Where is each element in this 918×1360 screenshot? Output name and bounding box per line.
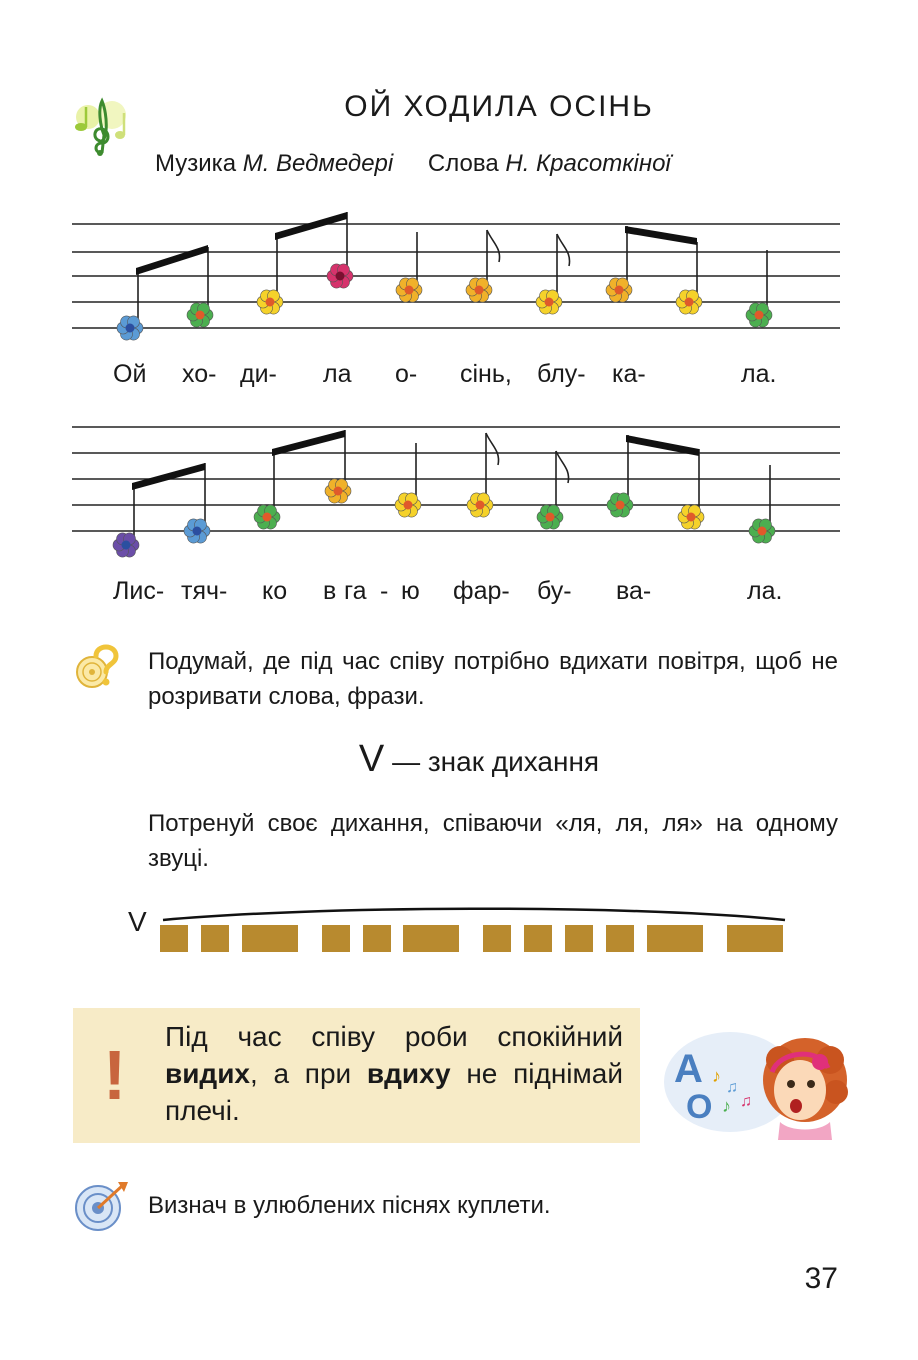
music-label: Музика [155, 150, 237, 177]
illustration-letter-o: О [686, 1088, 713, 1126]
music-staff-2 [0, 405, 918, 565]
page-number: 37 [804, 1262, 838, 1295]
question-text: Подумай, де під час співу потрібно вдихати повітря, щоб не розривати слова, фрази. [148, 648, 838, 710]
note-text-part: Під час співу роби спокійний [165, 1021, 623, 1052]
lyric-syllable: ла. [747, 577, 783, 605]
breath-bar [403, 925, 459, 952]
svg-text:♪: ♪ [712, 1066, 721, 1086]
lyric-syllable: в [323, 577, 337, 605]
lyric-syllable: ва- [616, 577, 652, 605]
breath-sign-symbol: V [358, 738, 385, 780]
note-text-part: , а при [249, 1058, 367, 1089]
exercise-text: Потренуй своє дихання, співаючи «ля, ля, ля» на одному звуці. [148, 810, 838, 872]
flower-note-head [606, 278, 632, 302]
breath-exercise-bars [155, 900, 790, 960]
svg-text:♫: ♫ [740, 1093, 752, 1110]
breath-bar [483, 925, 511, 952]
flower-note-head [749, 519, 775, 543]
lyric-syllable: сінь, [460, 360, 512, 388]
staff2-lyrics [0, 577, 918, 607]
lyric-syllable: о- [395, 360, 418, 388]
lyric-syllable: - [380, 577, 389, 605]
breath-bar [606, 925, 634, 952]
note-text-part: не піднімай плечі. [165, 1058, 623, 1126]
svg-text:♪: ♪ [722, 1096, 731, 1116]
breath-bar [565, 925, 593, 952]
breath-bar [201, 925, 229, 952]
breath-marker: V [128, 906, 147, 937]
flower-note-head [536, 290, 562, 314]
task-text: Визнач в улюблених піснях куплети. [148, 1192, 551, 1219]
lyric-syllable: тяч- [181, 577, 228, 605]
lyric-syllable: ди- [240, 360, 277, 388]
flower-note-head [607, 493, 633, 517]
staff1-lyrics [0, 360, 918, 390]
lyric-syllable: Лис- [113, 577, 165, 605]
lyric-syllable: блу- [537, 360, 586, 388]
flower-note-head [113, 533, 139, 557]
breath-bar [322, 925, 350, 952]
flower-note-head [257, 290, 283, 314]
flower-note-head [676, 290, 702, 314]
note-bold-exhale: видих [165, 1058, 250, 1089]
lyric-syllable: ла [323, 360, 352, 388]
illustration-letter-a: А [674, 1047, 703, 1091]
flower-note-head [187, 303, 213, 327]
breath-sign-label: — знак дихання [392, 746, 600, 777]
composer-name: М. Ведмедері [242, 150, 394, 177]
flower-note-head [466, 278, 492, 302]
singing-girl-illustration [660, 1020, 850, 1140]
breath-bar [363, 925, 391, 952]
flower-note-head [396, 278, 422, 302]
question-icon [72, 640, 122, 692]
lyric-syllable: ко [262, 577, 288, 605]
flower-note-head [678, 505, 704, 529]
lyric-syllable: га [344, 577, 367, 605]
song-title: ОЙ ХОДИЛА ОСІНЬ [344, 90, 654, 123]
task-target-icon [72, 1178, 132, 1234]
breath-bar [727, 925, 783, 952]
flower-note-head [184, 519, 210, 543]
music-staff-1 [0, 200, 918, 350]
breath-bar [524, 925, 552, 952]
flower-note-head [395, 493, 421, 517]
exclamation-icon: ! [103, 1036, 127, 1114]
flower-note-head [537, 505, 563, 529]
svg-text:♫: ♫ [726, 1079, 738, 1096]
breath-sign-heading [0, 738, 918, 781]
flower-note-head [254, 505, 280, 529]
lyric-syllable: ка- [612, 360, 646, 388]
lyricist-name: Н. Красоткіної [505, 150, 671, 177]
song-credits [155, 150, 671, 178]
flower-note-head [325, 479, 351, 503]
breath-bar [647, 925, 703, 952]
breath-bar [160, 925, 188, 952]
flower-note-head [327, 264, 353, 288]
lyric-syllable: ю [401, 577, 420, 605]
breath-bar [242, 925, 298, 952]
lyric-syllable: бу- [537, 577, 572, 605]
lyric-syllable: Ой [113, 360, 147, 388]
rule-note-text [165, 1018, 623, 1129]
words-label: Слова [427, 150, 499, 177]
flower-note-head [467, 493, 493, 517]
lyric-syllable: хо- [182, 360, 217, 388]
flower-note-head [117, 316, 143, 340]
lyric-syllable: фар- [453, 577, 510, 605]
flower-note-head [746, 303, 772, 327]
lyric-syllable: ла. [741, 360, 777, 388]
note-bold-inhale: вдиху [366, 1058, 451, 1089]
